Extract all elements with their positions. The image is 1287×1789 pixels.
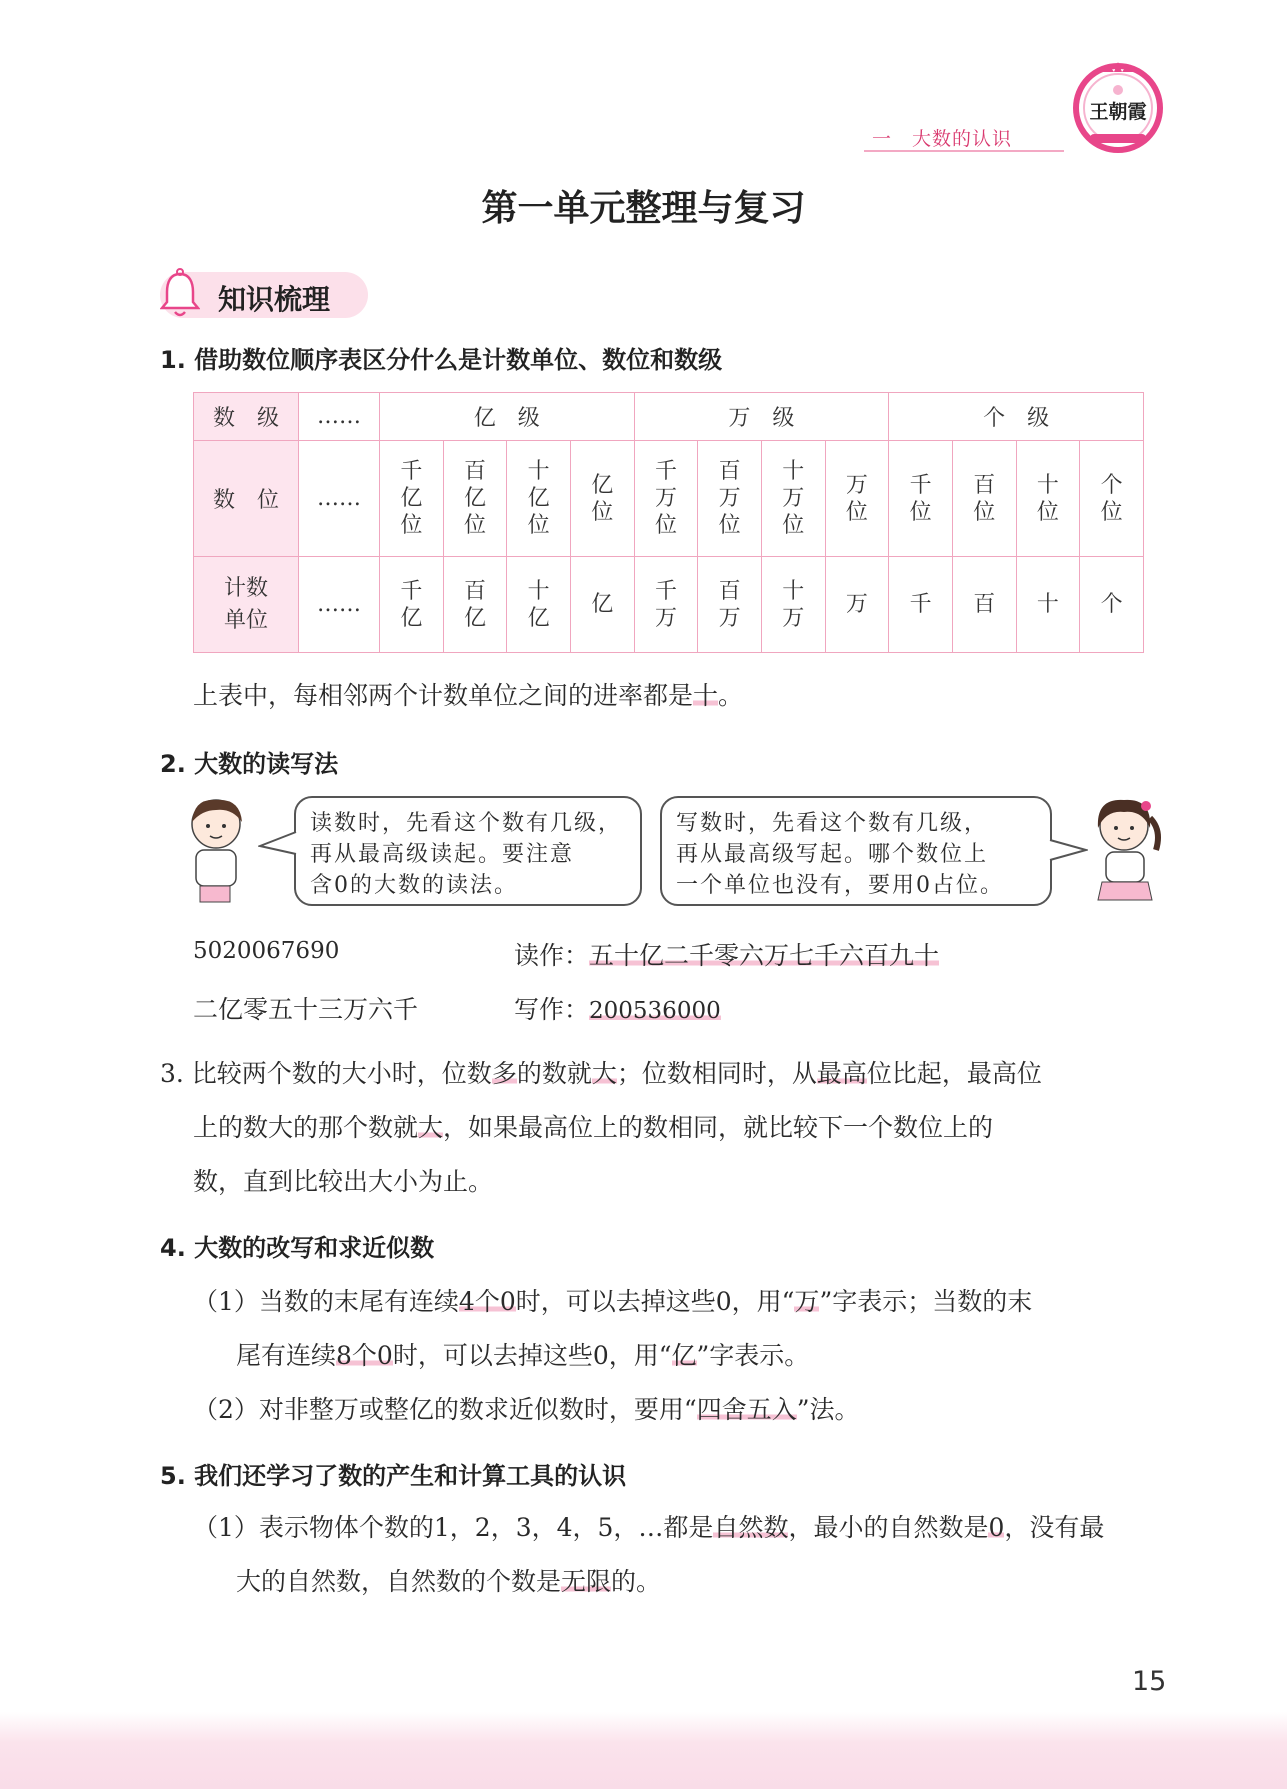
place-label: 千位: [909, 472, 932, 525]
footer-band: [0, 1712, 1287, 1789]
example2-writing: 写作：200536000: [514, 995, 721, 1024]
brand-logo: [1072, 62, 1164, 154]
ellipsis-cell: ……: [299, 393, 380, 441]
answer-blank: 8个0: [336, 1341, 393, 1370]
place-cell: [698, 441, 762, 557]
unit-label: 千万: [654, 578, 677, 631]
logo-text: 王朝霞: [1089, 101, 1147, 123]
example1-reading: 读作：五十亿二千零六万七千六百九十: [514, 941, 940, 970]
answer-blank: 最高: [816, 1059, 867, 1088]
unit-label: 十万: [782, 578, 805, 631]
place-cell: [507, 441, 571, 557]
level-wan: 万 级: [634, 393, 889, 441]
answer-blank: 大: [591, 1059, 617, 1088]
unit-cell: [570, 557, 634, 653]
place-cell: [570, 441, 634, 557]
unit-label: 个: [1100, 592, 1123, 617]
answer-blank: 0: [988, 1513, 1005, 1542]
section-title: 知识梳理: [218, 283, 331, 316]
item3-line1: 3. 比较两个数的大小时，位数多的数就大；位数相同时，从最高位比起，最高位: [160, 1059, 1042, 1088]
example1-number: 5020067690: [193, 938, 340, 964]
bubble-tail-right: [1048, 836, 1088, 866]
item4-line1: （1）当数的末尾有连续4个0时，可以去掉这些0，用“万”字表示；当数的末: [193, 1287, 1033, 1316]
row-label-place: 数 位: [194, 441, 299, 557]
table-note: 上表中，每相邻两个计数单位之间的进率都是十。: [193, 681, 744, 710]
item4-line3: （2）对非整万或整亿的数求近似数时，要用“四舍五入”法。: [193, 1395, 860, 1424]
item1-heading: 1. 借助数位顺序表区分什么是计数单位、数位和数级: [160, 346, 723, 374]
unit-cell: [1016, 557, 1080, 653]
unit-cell: [825, 557, 889, 653]
item5-line1: （1）表示物体个数的1，2，3，4，5，…都是自然数，最小的自然数是0，没有最: [193, 1513, 1105, 1542]
place-label: 百位: [973, 472, 996, 525]
unit-cell: [761, 557, 825, 653]
girl-character-icon: [1086, 794, 1164, 906]
answer-blank: 万: [794, 1287, 820, 1316]
unit-cell: [443, 557, 507, 653]
answer-blank: 4个0: [458, 1287, 516, 1316]
chapter-label: 一 大数的认识: [872, 128, 1013, 150]
answer-blank: 十: [693, 681, 719, 710]
level-ge: 个 级: [889, 393, 1144, 441]
place-cell: [443, 441, 507, 557]
unit-label: 百: [973, 592, 996, 617]
place-label: 个位: [1100, 472, 1123, 525]
unit-label: 千: [909, 592, 932, 617]
place-cell: [1080, 441, 1144, 557]
answer-blank: 亿: [671, 1341, 697, 1370]
unit-cell: [634, 557, 698, 653]
item3-line3: 数，直到比较出大小为止。: [193, 1167, 494, 1196]
answer-blank: 200536000: [589, 998, 721, 1024]
unit-label: 十: [1036, 592, 1059, 617]
unit-label: 十亿: [527, 578, 550, 631]
answer-blank: 大: [418, 1113, 444, 1142]
page-number: 15: [1132, 1666, 1167, 1697]
place-cell: [380, 441, 444, 557]
place-cell: [1016, 441, 1080, 557]
answer-blank: 四舍五入: [696, 1395, 797, 1424]
item2-heading: 2. 大数的读写法: [160, 750, 339, 778]
item5-heading: 5. 我们还学习了数的产生和计算工具的认识: [160, 1462, 627, 1490]
answer-blank: 自然数: [713, 1513, 789, 1542]
bell-icon: [160, 268, 200, 320]
unit-cell: [1080, 557, 1144, 653]
place-value-table: [193, 392, 1144, 653]
row-label-level: 数 级: [194, 393, 299, 441]
place-label: 亿位: [591, 472, 614, 525]
unit-label: 万: [845, 592, 868, 617]
item3-line2: 上的数大的那个数就大，如果最高位上的数相同，就比较下一个数位上的: [193, 1113, 994, 1142]
item4-heading: 4. 大数的改写和求近似数: [160, 1234, 435, 1262]
place-label: 十亿位: [527, 459, 550, 538]
item5-line2: 大的自然数，自然数的个数是无限的。: [236, 1567, 662, 1596]
speech-bubble-write: 写数时，先看这个数有几级， 再从最高级写起。哪个数位上 一个单位也没有，要用0占位。: [660, 796, 1052, 906]
unit-cell: [507, 557, 571, 653]
place-label: 千亿位: [400, 459, 423, 538]
page-title: 第一单元整理与复习: [481, 188, 806, 229]
answer-blank: 无限: [561, 1567, 612, 1596]
unit-label: 千亿: [400, 578, 423, 631]
place-label: 十万位: [782, 459, 805, 538]
boy-character-icon: [182, 794, 254, 906]
unit-label: 亿: [591, 592, 614, 617]
place-label: 千万位: [654, 459, 677, 538]
place-cell: [825, 441, 889, 557]
unit-label: 百亿: [463, 578, 486, 631]
place-cell: [889, 441, 953, 557]
speech-bubble-read: 读数时，先看这个数有几级， 再从最高级读起。要注意 含0的大数的读法。: [294, 796, 642, 906]
level-yi: 亿 级: [380, 393, 635, 441]
ellipsis-cell: ……: [299, 557, 380, 653]
unit-cell: [698, 557, 762, 653]
unit-cell: [952, 557, 1016, 653]
place-label: 十位: [1036, 472, 1059, 525]
example2-words: 二亿零五十三万六千: [193, 995, 419, 1024]
place-cell: [952, 441, 1016, 557]
unit-cell: [889, 557, 953, 653]
item4-line2: 尾有连续8个0时，可以去掉这些0，用“亿”字表示。: [236, 1341, 810, 1370]
place-cell: [634, 441, 698, 557]
bubble-tail-left: [258, 828, 298, 858]
ellipsis-cell: ……: [299, 441, 380, 557]
place-cell: [761, 441, 825, 557]
unit-label: 百万: [718, 578, 741, 631]
row-label-unit: 计数单位: [194, 557, 299, 653]
answer-blank: 五十亿二千零六万七千六百九十: [589, 941, 940, 970]
place-label: 百亿位: [463, 459, 486, 538]
unit-cell: [380, 557, 444, 653]
chapter-divider: [864, 150, 1064, 152]
answer-blank: 多: [491, 1059, 517, 1088]
place-label: 万位: [845, 472, 868, 525]
place-label: 百万位: [718, 459, 741, 538]
